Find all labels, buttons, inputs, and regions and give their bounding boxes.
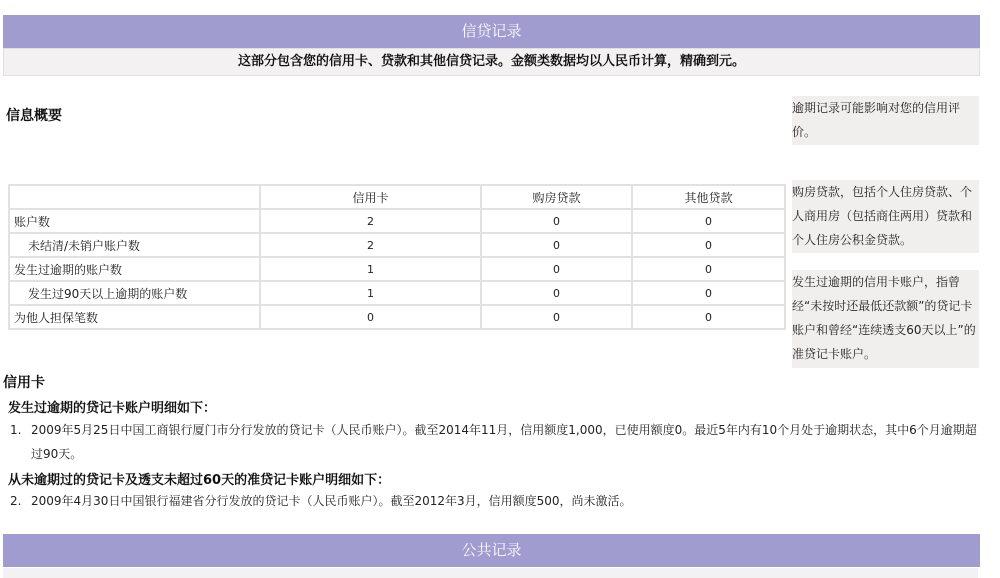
note-overdue-account: 发生过逾期的信用卡账户，指曾经“未按时还最低还款额”的贷记卡账户和曾经“连续透支60天以上”的准贷记卡账户。: [792, 270, 979, 368]
table-row: [9, 305, 785, 329]
table-cell: 0: [481, 305, 632, 329]
never-overdue-cards-heading: 从未逾期过的贷记卡及透支未超过60天的准贷记卡账户明细如下：: [8, 473, 391, 488]
table-row: [9, 281, 785, 305]
credit-card-section-title: 信用卡: [3, 375, 45, 391]
overview-title: 信息概要: [6, 108, 62, 124]
overdue-cards-heading: 发生过逾期的贷记卡账户明细如下：: [8, 401, 217, 416]
table-row: [9, 257, 785, 281]
row-label: 账户数: [9, 209, 260, 233]
table-cell: 0: [632, 257, 785, 281]
credit-record-header: 信贷记录: [3, 15, 980, 48]
item-number: 1.: [10, 423, 22, 437]
item-text: 2009年5月25日中国工商银行厦门市分行发放的贷记卡（人民币账户）。截至2014年11月，信用额度1,000，已使用额度0。最近5年内有10个月处于逾期状态，其中6个月逾期超过90天。: [31, 423, 977, 461]
table-cell: 0: [481, 281, 632, 305]
public-record-header: 公共记录: [3, 534, 980, 567]
table-cell: 1: [260, 257, 481, 281]
table-cell: 0: [481, 257, 632, 281]
public-record-intro-bar: [3, 568, 978, 578]
item-number: 2.: [10, 494, 22, 508]
table-header-cell: 其他贷款: [632, 185, 785, 209]
list-item: [8, 489, 983, 513]
credit-record-intro: 这部分包含您的信用卡、贷款和其他信贷记录。金额类数据均以人民币计算，精确到元。: [3, 48, 980, 76]
table-cell: 0: [632, 281, 785, 305]
row-label: 未结清/未销户账户数: [9, 233, 260, 257]
note-overdue-impact: 逾期记录可能影响对您的信用评价。: [792, 96, 979, 145]
row-label: 为他人担保笔数: [9, 305, 260, 329]
table-cell: 0: [632, 305, 785, 329]
item-text: 2009年4月30日中国银行福建省分行发放的贷记卡（人民币账户）。截至2012年3月，信用额度500，尚未激活。: [31, 494, 632, 508]
row-label: 发生过逾期的账户数: [9, 257, 260, 281]
table-cell: 2: [260, 209, 481, 233]
table-header-row: [9, 185, 785, 209]
table-cell: 2: [260, 233, 481, 257]
table-header-cell: 购房贷款: [481, 185, 632, 209]
summary-table: [8, 184, 786, 330]
list-item: [8, 418, 983, 466]
table-cell: 0: [481, 209, 632, 233]
table-row: [9, 233, 785, 257]
table-cell: 0: [632, 233, 785, 257]
table-row: [9, 209, 785, 233]
table-cell: 0: [632, 209, 785, 233]
table-cell: 0: [260, 305, 481, 329]
table-header-cell: 信用卡: [260, 185, 481, 209]
note-housing-loan: 购房贷款，包括个人住房贷款、个人商用房（包括商住两用）贷款和个人住房公积金贷款。: [792, 180, 979, 253]
table-header-cell: [9, 185, 260, 209]
table-cell: 0: [481, 233, 632, 257]
table-cell: 1: [260, 281, 481, 305]
row-label: 发生过90天以上逾期的账户数: [9, 281, 260, 305]
